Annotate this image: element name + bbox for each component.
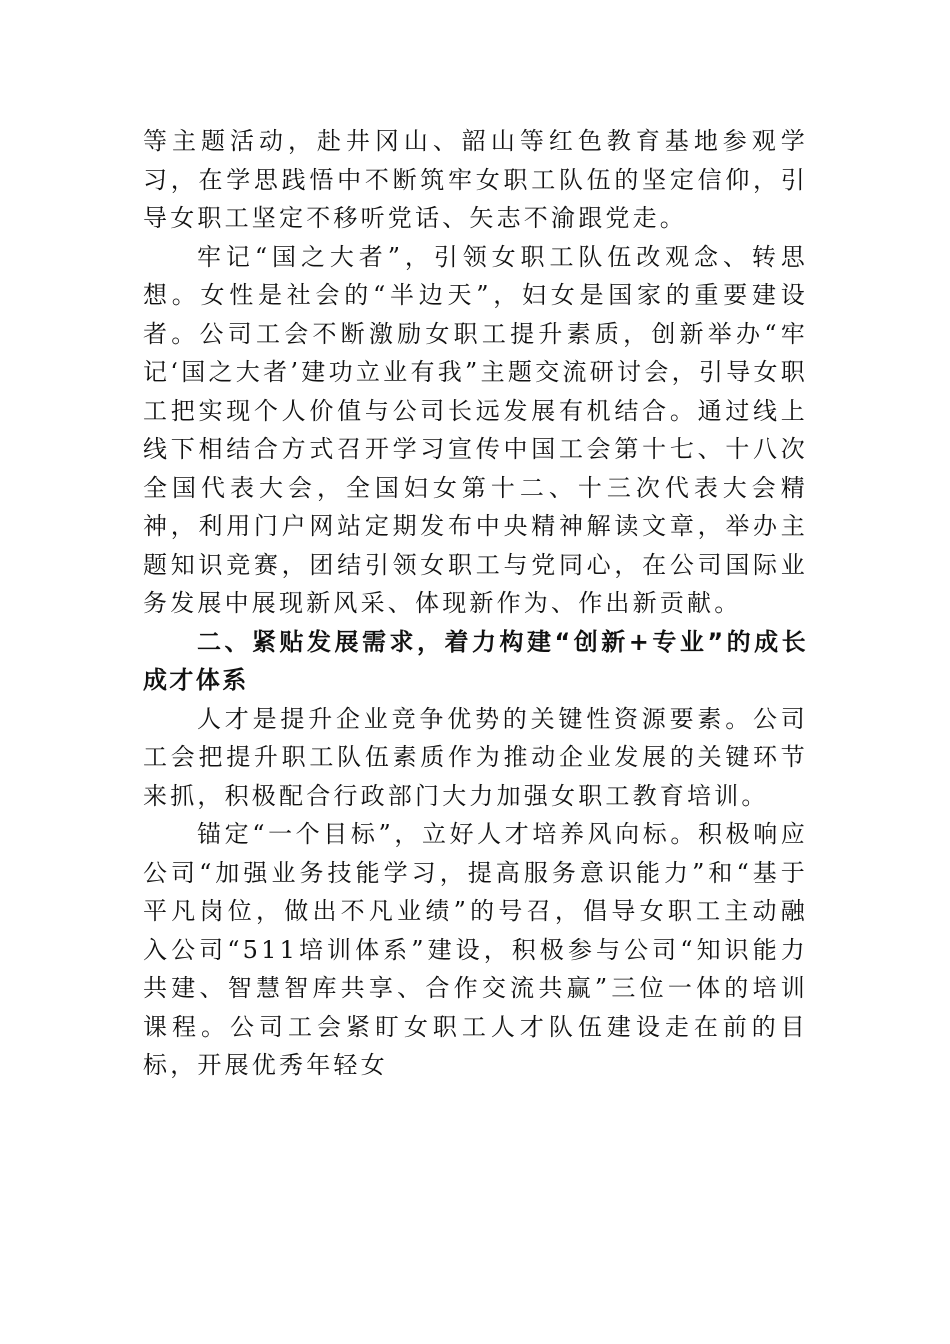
paragraph-political-guidance: 牢记“国之大者”，引领女职工队伍改观念、转思想。女性是社会的“半边天”，妇女是国家的重要建设者。公司工会不断激励女职工提升素质，创新举办“牢记‘国之大者’建功立业有我”主题交流研讨会，引导女职工把实现个人价值与公司长远发展有机结合。通过线上线下相结合方式召开学习宣传中国工会第十七、十八次全国代表大会，全国妇女第十二、十三次代表大会精神，利用门户网站定期发布中央精神解读文章，举办主题知识竞赛，团结引领女职工与党同心，在公司国际业务发展中展现新风采、体现新作为、作出新贡献。 (143, 242, 808, 617)
paragraph-continuation: 等主题活动，赴井冈山、韶山等红色教育基地参观学习，在学思践悟中不断筑牢女职工队伍的坚定信仰，引导女职工坚定不移听党话、矢志不渝跟党走。 (143, 127, 808, 232)
paragraph-one-goal: 锚定“一个目标”，立好人才培养风向标。积极响应公司“加强业务技能学习，提高服务意识能力”和“基于平凡岗位，做出不凡业绩”的号召，倡导女职工主动融入公司“511培训体系”建设，积极参与公司“知识能力共建、智慧智库共享、合作交流共赢”三位一体的培训课程。公司工会紧盯女职工人才队伍建设走在前的目标，开展优秀年轻女 (143, 820, 808, 1079)
paragraph-talent-resource: 人才是提升企业竞争优势的关键性资源要素。公司工会把提升职工队伍素质作为推动企业发展的关键环节来抓，积极配合行政部门大力加强女职工教育培训。 (143, 704, 808, 810)
section-heading-2: 二、紧贴发展需求，着力构建“创新+专业”的成长成才体系 (143, 627, 808, 694)
document-body (143, 122, 808, 1085)
